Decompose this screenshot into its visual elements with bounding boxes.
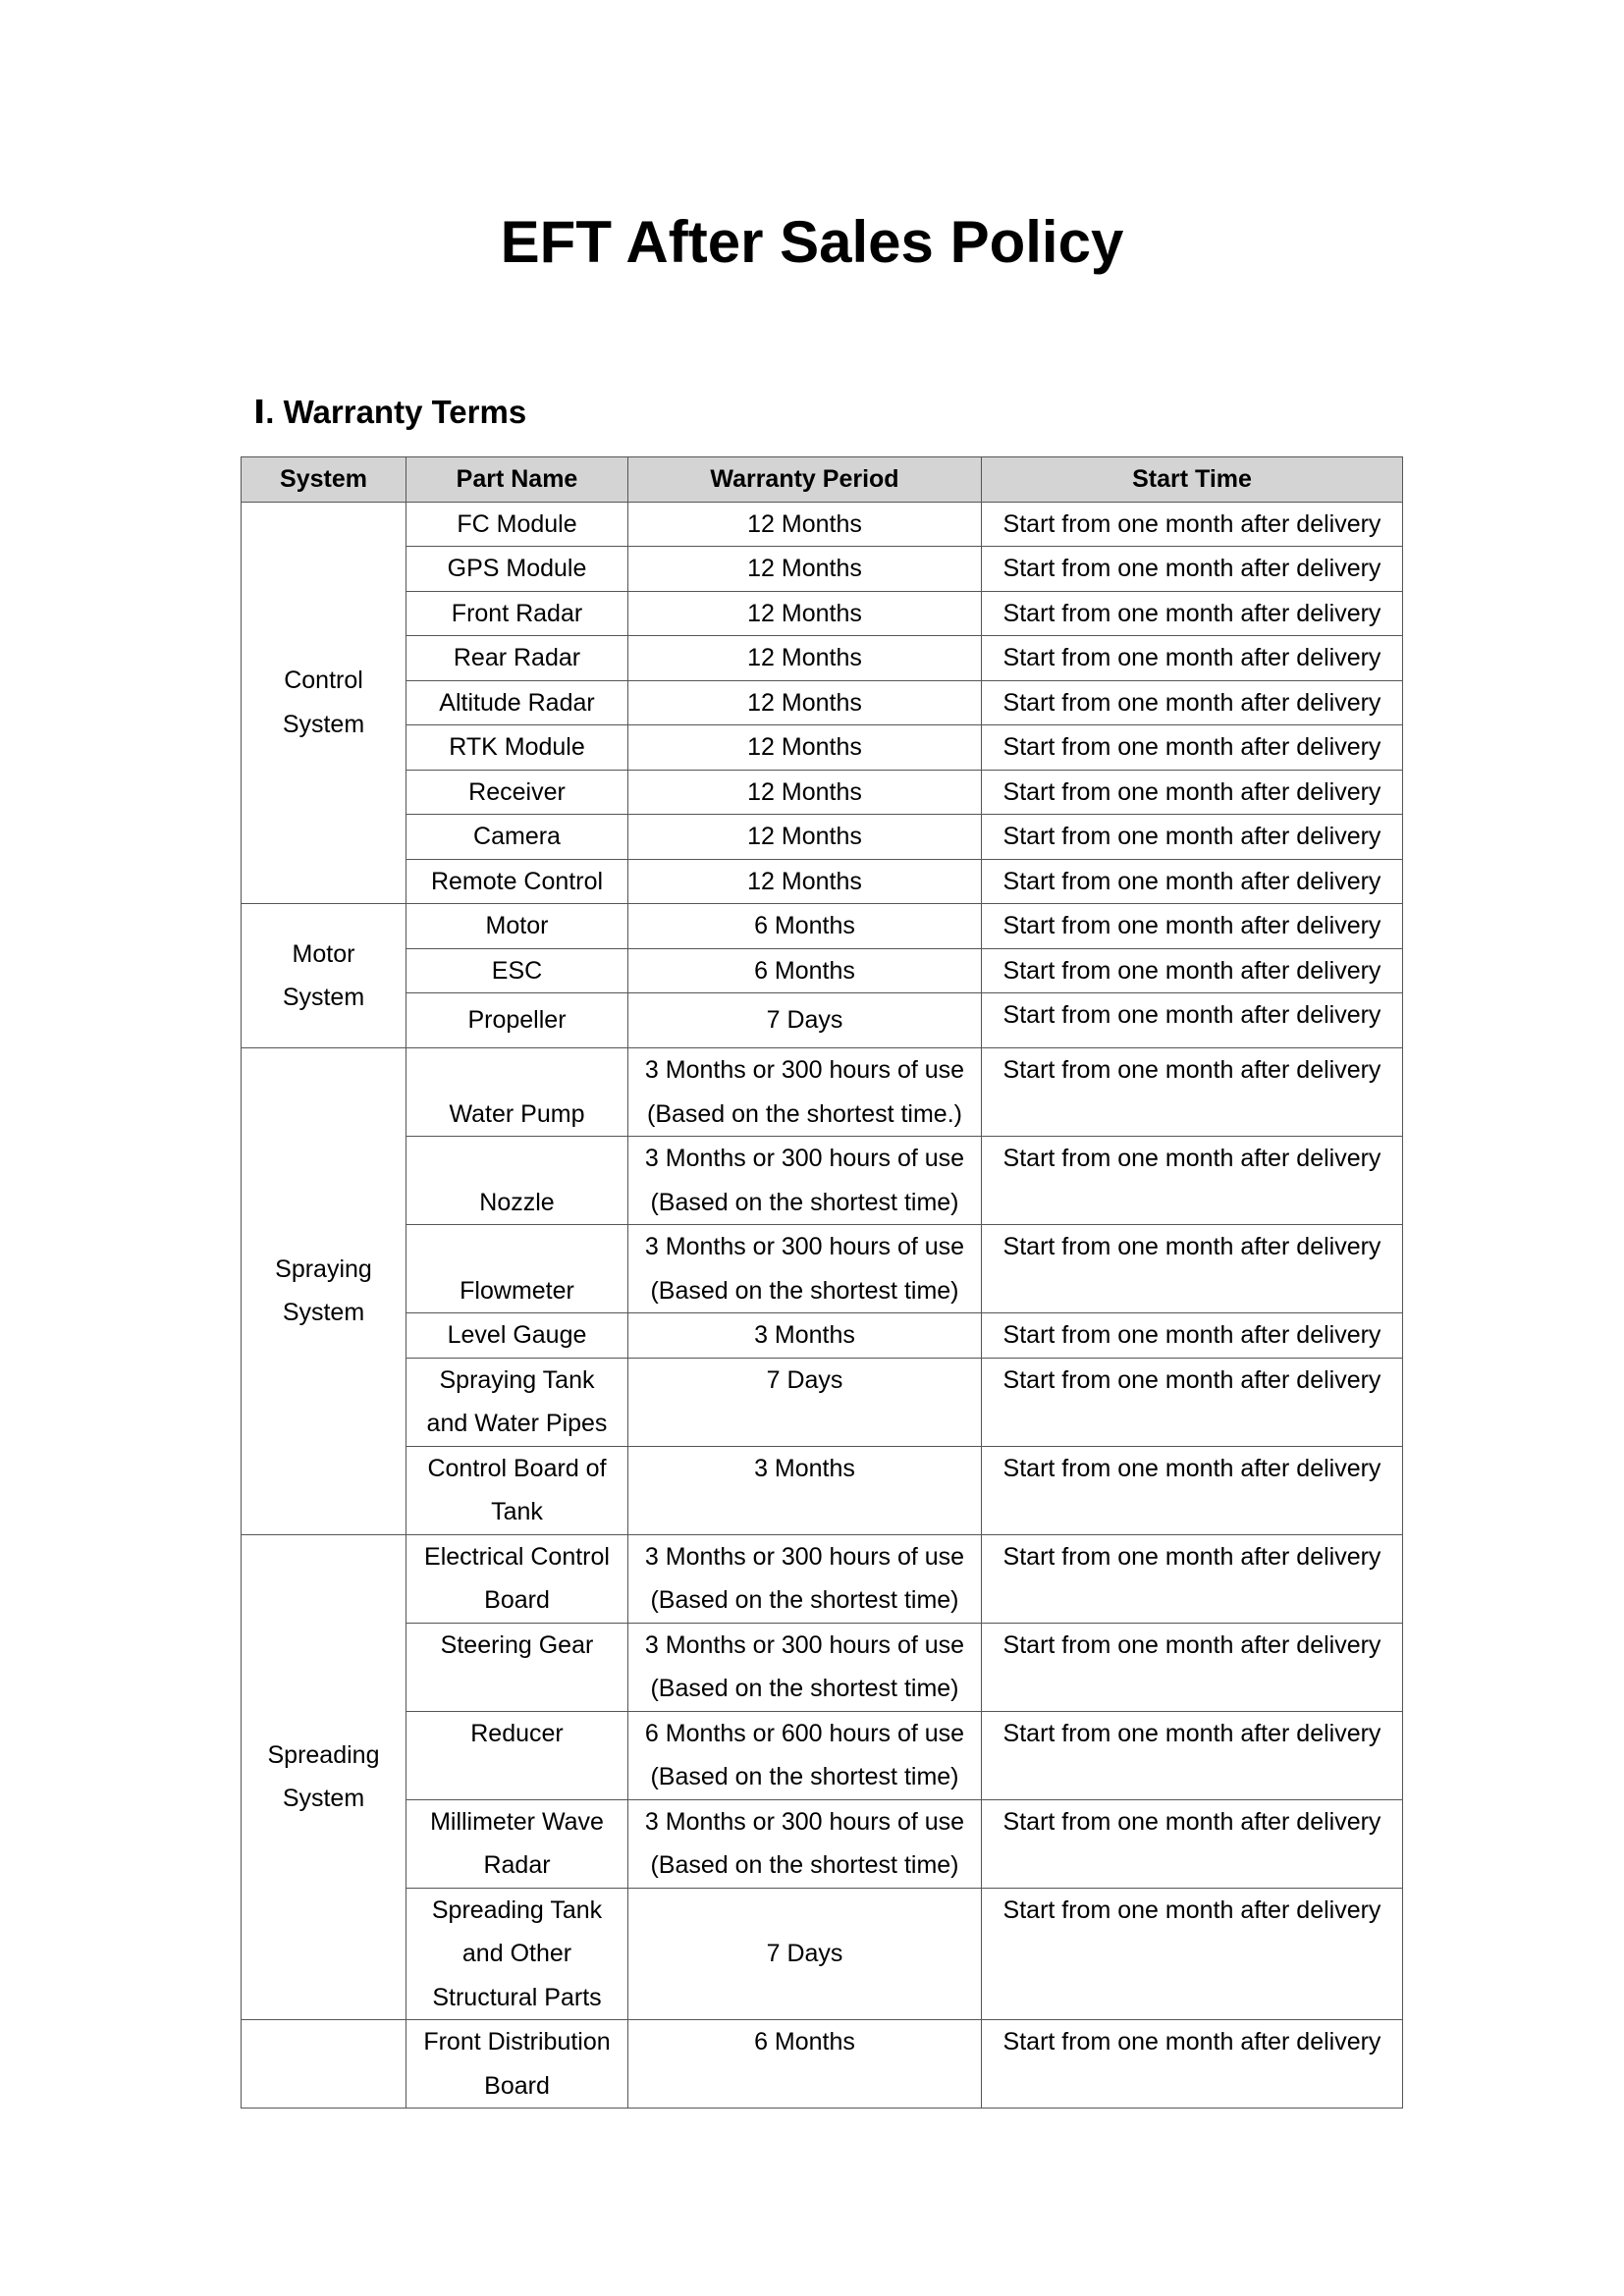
system-name: Spreading System [267,1740,380,1813]
start-time: Start from one month after delivery [1002,1542,1381,1571]
start-time-cell [982,993,1403,1048]
system-cell [242,1534,406,2020]
warranty-period-cell [628,993,982,1048]
start-time-cell [982,948,1403,993]
part-name-cell [406,1225,628,1313]
start-time: Start from one month after delivery [1002,688,1381,717]
table-row [242,636,1403,681]
start-time: Start from one month after delivery [1002,867,1381,895]
warranty-period: 3 Months or 300 hours of use (Based on the shortest time) [644,1145,965,1216]
start-time: Start from one month after delivery [1002,1454,1381,1482]
part-name: Front Radar [451,599,583,627]
section-heading-warranty-terms: Ⅰ. Warranty Terms [253,394,527,430]
start-time-cell [982,502,1403,547]
warranty-period: 12 Months [747,509,862,538]
table-row [242,1446,1403,1534]
table-body [242,502,1403,2109]
warranty-period-cell [628,904,982,949]
warranty-period: 3 Months or 300 hours of use (Based on the shortest time) [644,1630,965,1702]
start-time-cell [982,1799,1403,1888]
start-time-cell [982,1048,1403,1137]
table-row [242,1048,1403,1137]
part-name-cell [406,547,628,592]
part-name-cell [406,2020,628,2109]
table-row [242,1313,1403,1359]
start-time: Start from one month after delivery [1002,509,1381,538]
part-name: Altitude Radar [439,688,595,717]
part-name: RTK Module [449,733,585,761]
warranty-period-cell [628,1358,982,1446]
start-time-cell [982,904,1403,949]
header-warranty-period: Warranty Period [628,457,982,503]
system-cell [242,1048,406,1535]
table-row [242,1799,1403,1888]
warranty-period-cell [628,680,982,725]
part-name-cell [406,948,628,993]
table-row [242,725,1403,771]
start-time: Start from one month after delivery [1002,555,1381,582]
table-row [242,815,1403,860]
warranty-period-cell [628,859,982,904]
start-time-cell [982,1137,1403,1225]
header-part-name: Part Name [406,457,628,503]
warranty-period: 12 Months [747,599,862,627]
warranty-terms-table [241,456,1403,2109]
system-name: Control System [282,667,365,738]
warranty-period-cell [628,1313,982,1359]
start-time: Start from one month after delivery [1002,912,1381,939]
part-name-cell [406,1888,628,2020]
start-time: Start from one month after delivery [1002,1365,1381,1394]
part-name-cell [406,1446,628,1534]
part-name: Spreading Tank and Other Structural Parts [431,1896,603,2011]
table-row [242,1623,1403,1711]
part-name: Rear Radar [453,644,581,671]
part-name-cell [406,993,628,1048]
start-time: Start from one month after delivery [1002,823,1381,850]
start-time-cell [982,2020,1403,2109]
system-cell [242,502,406,904]
table-row [242,1358,1403,1446]
part-name-cell [406,1623,628,1711]
warranty-period-cell [628,502,982,547]
warranty-period: 12 Months [747,644,862,671]
table-row [242,2020,1403,2109]
warranty-period: 12 Months [747,555,862,582]
part-name-cell [406,815,628,860]
part-name-cell [406,770,628,815]
start-time: Start from one month after delivery [1002,1001,1381,1029]
part-name: Flowmeter [460,1276,574,1305]
table-row [242,547,1403,592]
start-time-cell [982,725,1403,771]
warranty-period: 12 Months [747,733,862,761]
table-row [242,1534,1403,1623]
part-name-cell [406,502,628,547]
warranty-period-cell [628,1799,982,1888]
start-time-cell [982,1358,1403,1446]
part-name: Spraying Tank and Water Pipes [426,1365,608,1437]
start-time-cell [982,1313,1403,1359]
start-time: Start from one month after delivery [1002,1719,1381,1747]
start-time-cell [982,680,1403,725]
start-time-cell [982,591,1403,636]
start-time: Start from one month after delivery [1002,1896,1381,1924]
part-name-cell [406,1137,628,1225]
part-name: FC Module [457,509,577,538]
system-cell [242,2020,406,2109]
warranty-period: 7 Days [766,1940,843,1967]
part-name: Millimeter Wave Radar [430,1807,604,1879]
table-row [242,1711,1403,1799]
part-name-cell [406,1534,628,1623]
warranty-period-cell [628,1137,982,1225]
system-cell [242,904,406,1048]
part-name: Propeller [467,1006,567,1035]
table-row [242,1888,1403,2020]
part-name-cell [406,591,628,636]
part-name: Level Gauge [447,1321,587,1349]
start-time: Start from one month after delivery [1002,2028,1381,2056]
start-time: Start from one month after delivery [1002,1233,1381,1260]
warranty-period-cell [628,725,982,771]
part-name-cell [406,859,628,904]
warranty-period-cell [628,636,982,681]
warranty-period: 12 Months [747,777,862,806]
warranty-period: 3 Months or 300 hours of use (Based on the shortest time.) [644,1056,965,1128]
part-name-cell [406,1313,628,1359]
warranty-period: 12 Months [747,688,862,717]
table-row [242,948,1403,993]
part-name: Reducer [470,1719,564,1747]
table-row [242,502,1403,547]
table-header-row [242,457,1403,503]
start-time-cell [982,815,1403,860]
part-name: Control Board of Tank [427,1454,607,1525]
system-name: Spraying System [275,1255,372,1327]
table-row [242,680,1403,725]
start-time-cell [982,859,1403,904]
part-name: Motor [485,912,549,939]
part-name: Electrical Control Board [424,1542,610,1614]
warranty-period-cell [628,1711,982,1799]
warranty-period: 3 Months or 300 hours of use (Based on the shortest time) [644,1233,965,1305]
part-name-cell [406,1711,628,1799]
start-time-cell [982,1446,1403,1534]
warranty-period: 7 Days [766,1365,843,1394]
part-name: Receiver [468,777,566,806]
part-name: Water Pump [449,1099,585,1128]
part-name-cell [406,1358,628,1446]
warranty-period-cell [628,1446,982,1534]
header-start-time: Start Time [982,457,1403,503]
start-time: Start from one month after delivery [1002,644,1381,671]
warranty-period: 3 Months or 300 hours of use (Based on the shortest time) [644,1542,965,1614]
table-row [242,591,1403,636]
part-name: Camera [473,823,561,850]
start-time-cell [982,1623,1403,1711]
warranty-period: 6 Months [754,956,855,985]
part-name-cell [406,725,628,771]
warranty-period-cell [628,815,982,860]
warranty-period-cell [628,1225,982,1313]
part-name: Remote Control [430,867,604,895]
warranty-period: 3 Months or 300 hours of use (Based on the shortest time) [644,1807,965,1879]
warranty-period-cell [628,948,982,993]
start-time-cell [982,1888,1403,2020]
warranty-period: 12 Months [747,823,862,850]
table-row [242,770,1403,815]
table-row [242,859,1403,904]
part-name: Front Distribution Board [423,2028,611,2100]
warranty-period-cell [628,1048,982,1137]
start-time: Start from one month after delivery [1002,1321,1381,1349]
warranty-period: 3 Months [754,1321,855,1349]
warranty-period-cell [628,591,982,636]
warranty-period: 3 Months [754,1454,855,1482]
warranty-period: 12 Months [747,867,862,895]
start-time-cell [982,636,1403,681]
document-title: EFT After Sales Policy [500,209,1124,275]
start-time: Start from one month after delivery [1002,1145,1381,1172]
start-time-cell [982,547,1403,592]
warranty-period: 6 Months [754,2028,855,2056]
warranty-period-cell [628,1888,982,2020]
part-name-cell [406,636,628,681]
start-time-cell [982,1711,1403,1799]
part-name: ESC [491,956,543,985]
warranty-period-cell [628,770,982,815]
start-time-cell [982,1534,1403,1623]
warranty-period-cell [628,1623,982,1711]
header-system: System [242,457,406,503]
part-name-cell [406,1048,628,1137]
part-name: GPS Module [447,555,587,582]
system-name: Motor System [282,939,365,1011]
part-name-cell [406,1799,628,1888]
table-row [242,993,1403,1048]
start-time: Start from one month after delivery [1002,1056,1381,1084]
start-time: Start from one month after delivery [1002,777,1381,806]
table-row [242,1137,1403,1225]
start-time-cell [982,770,1403,815]
start-time: Start from one month after delivery [1002,1630,1381,1659]
table-row [242,1225,1403,1313]
start-time-cell [982,1225,1403,1313]
part-name: Steering Gear [440,1630,594,1659]
warranty-period: 6 Months or 600 hours of use (Based on the shortest time) [644,1719,965,1790]
warranty-period-cell [628,547,982,592]
start-time: Start from one month after delivery [1002,599,1381,627]
start-time: Start from one month after delivery [1002,733,1381,761]
start-time: Start from one month after delivery [1002,956,1381,985]
start-time: Start from one month after delivery [1002,1807,1381,1836]
part-name-cell [406,680,628,725]
part-name: Nozzle [479,1188,555,1216]
warranty-period-cell [628,2020,982,2109]
warranty-period: 6 Months [754,912,855,939]
warranty-period: 7 Days [766,1006,843,1035]
part-name-cell [406,904,628,949]
warranty-period-cell [628,1534,982,1623]
table-row [242,904,1403,949]
